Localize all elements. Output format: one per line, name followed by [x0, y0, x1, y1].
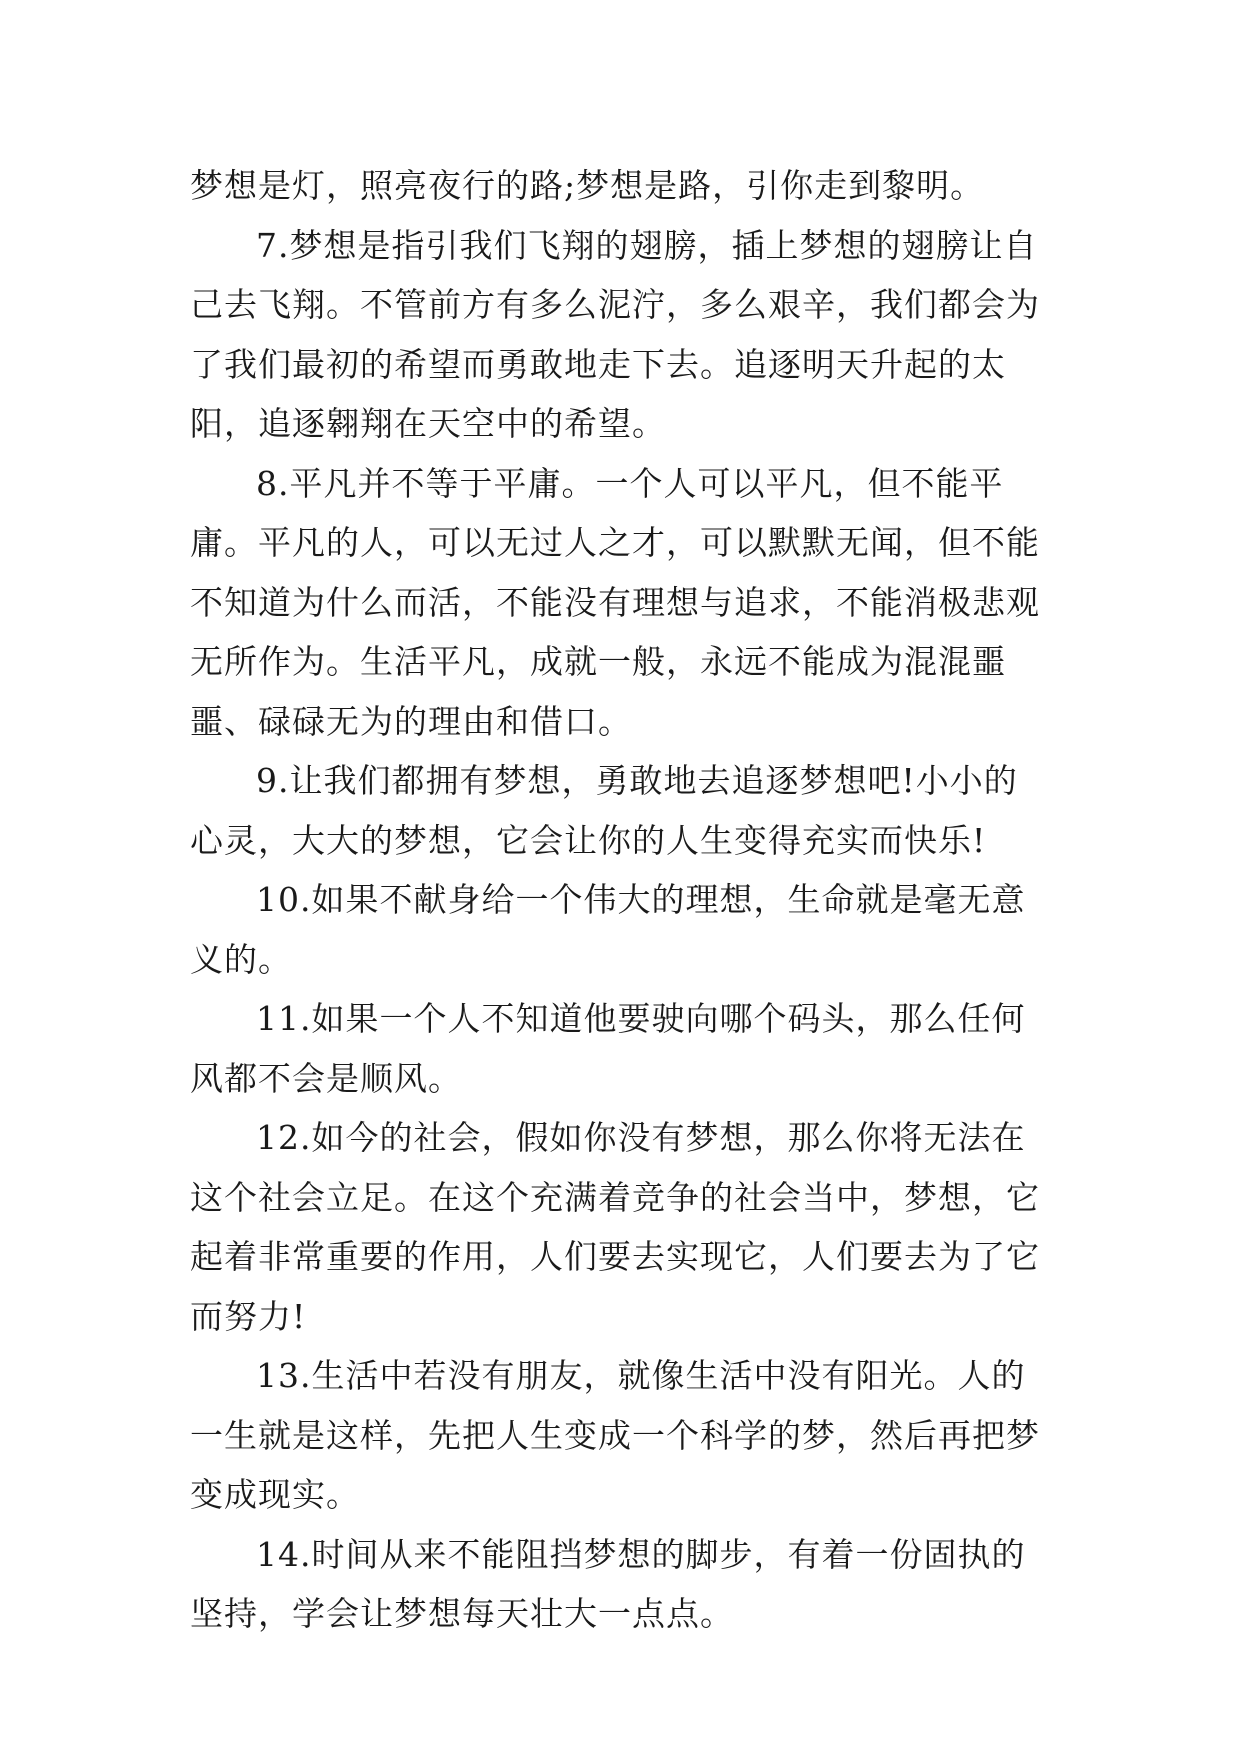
paragraph-continuation: 梦想是灯，照亮夜行的路;梦想是路，引你走到黎明。	[190, 166, 985, 205]
paragraph-11: 11.如果一个人不知道他要驶向哪个码头，那么任何风都不会是顺风。	[190, 999, 1026, 1098]
paragraph-9: 9.让我们都拥有梦想，勇敢地去追逐梦想吧!小小的心灵，大大的梦想，它会让你的人生变得充实而快乐!	[190, 761, 1018, 860]
paragraph-14: 14.时间从来不能阻挡梦想的脚步，有着一份固执的坚持，学会让梦想每天壮大一点点。	[190, 1534, 1026, 1633]
paragraph-7: 7.梦想是指引我们飞翔的翅膀，插上梦想的翅膀让自己去飞翔。不管前方有多么泥泞，多么艰辛，我们都会为了我们最初的希望而勇敢地走下去。追逐明天升起的太阳，追逐翱翔在天空中的希望。	[190, 225, 1040, 443]
paragraph-10: 10.如果不献身给一个伟大的理想，生命就是毫无意义的。	[190, 880, 1026, 979]
document-body	[190, 156, 1050, 1644]
paragraph-13: 13.生活中若没有朋友，就像生活中没有阳光。人的一生就是这样，先把人生变成一个科学的梦，然后再把梦变成现实。	[190, 1356, 1040, 1514]
paragraph-12: 12.如今的社会，假如你没有梦想，那么你将无法在这个社会立足。在这个充满着竞争的社会当中，梦想，它起着非常重要的作用，人们要去实现它，人们要去为了它而努力!	[190, 1118, 1040, 1336]
paragraph-8: 8.平凡并不等于平庸。一个人可以平凡，但不能平庸。平凡的人，可以无过人之才，可以默默无闻，但不能不知道为什么而活，不能没有理想与追求，不能消极悲观无所作为。生活平凡，成就一般，永远不能成为混混噩噩、碌碌无为的理由和借口。	[190, 463, 1040, 741]
